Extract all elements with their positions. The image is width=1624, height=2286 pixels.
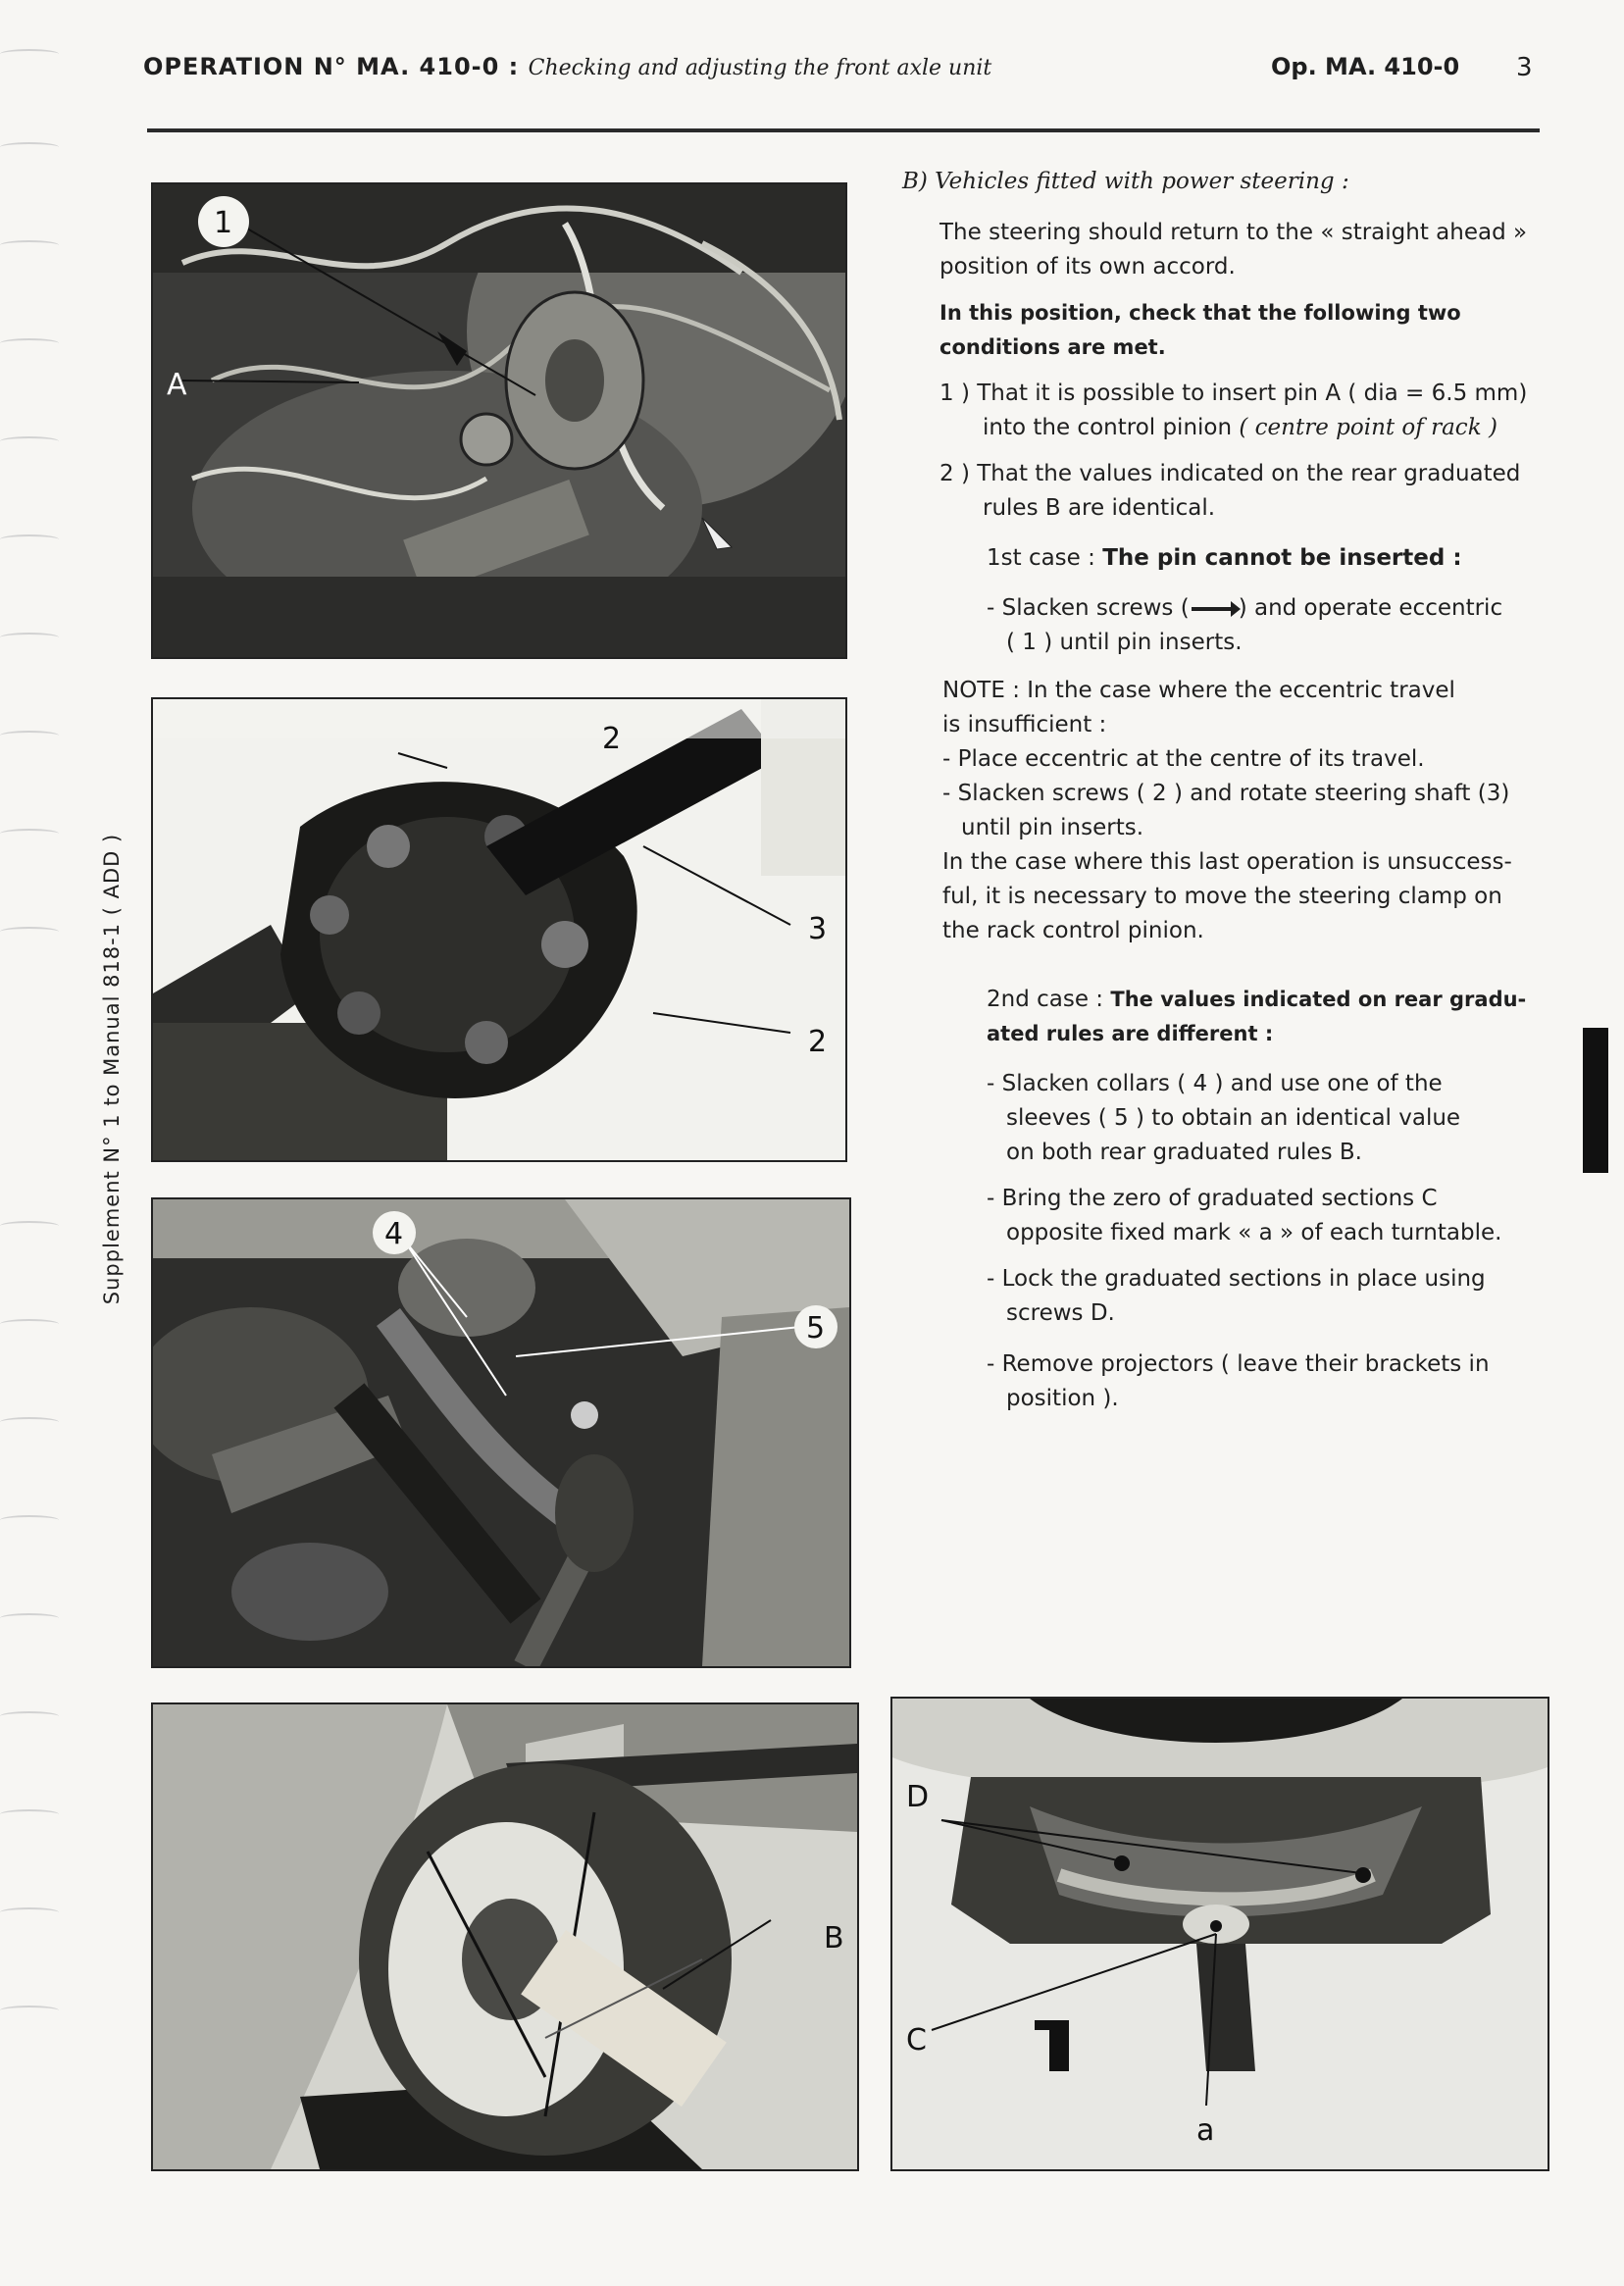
- operation-subtitle: Checking and adjusting the front axle unit: [528, 56, 992, 80]
- step-2-line-1: - Bring the zero of graduated sections C: [987, 1186, 1438, 1211]
- case-1-label: 1st case :: [987, 545, 1095, 571]
- operation-reference: Op. MA. 410-0: [1271, 53, 1460, 80]
- binding-mark: [0, 142, 59, 152]
- photo3-label-4: 4: [384, 1217, 404, 1251]
- photo2-label-2-top: 2: [602, 722, 622, 756]
- step-1-line-1: - Slacken collars ( 4 ) and use one of the: [987, 1071, 1443, 1096]
- note-line-6: In the case where this last operation is unsuccess-: [942, 849, 1512, 875]
- photo5-label-a: a: [1196, 2113, 1215, 2148]
- binding-mark: [0, 1515, 59, 1525]
- condition-1-line-2: [983, 411, 1497, 445]
- binding-mark: [0, 1907, 59, 1917]
- page-header-operation: [143, 53, 991, 80]
- condition-2-line-2: rules B are identical.: [983, 495, 1216, 521]
- photo-collars-sleeves: [151, 1197, 851, 1668]
- binding-mark: [0, 1809, 59, 1819]
- step-3-line-2: screws D.: [1006, 1300, 1115, 1326]
- condition-1-line-1: 1 ) That it is possible to insert pin A ( dia = 6.5 mm): [939, 381, 1528, 406]
- case-1-step-text-2: ) and operate eccentric: [1238, 595, 1503, 621]
- section-b-heading: B) Vehicles fitted with power steering :: [902, 169, 1349, 194]
- supplement-side-text: Supplement N° 1 to Manual 818-1 ( ADD ): [100, 833, 124, 1305]
- case-1-title: The pin cannot be inserted :: [1102, 545, 1462, 571]
- case-2-title-line-2: ated rules are different :: [987, 1022, 1274, 1045]
- binding-mark: [0, 1417, 59, 1427]
- photo-turntable-graduated-section: [890, 1697, 1549, 2171]
- binding-mark: [0, 829, 59, 838]
- photo-rear-graduated-rule: [151, 1702, 859, 2171]
- condition-1-note: ( centre point of rack ): [1239, 415, 1497, 440]
- check-line-1: In this position, check that the following two: [939, 301, 1461, 325]
- step-1-line-3: on both rear graduated rules B.: [1006, 1140, 1362, 1165]
- arrow-right-icon: [1192, 607, 1237, 611]
- case-1-heading: [987, 541, 1462, 576]
- note-line-8: the rack control pinion.: [942, 918, 1204, 943]
- note-line-3: - Place eccentric at the centre of its travel.: [942, 746, 1425, 772]
- binding-mark: [0, 731, 59, 740]
- header-rule: [147, 128, 1540, 132]
- check-line-2: conditions are met.: [939, 335, 1166, 359]
- note-line-2: is insufficient :: [942, 712, 1107, 737]
- binding-mark: [0, 1221, 59, 1231]
- step-2-line-2: opposite fixed mark « a » of each turntable.: [1006, 1220, 1502, 1245]
- photo2-label-3: 3: [808, 912, 828, 946]
- case-2-label: 2nd case :: [987, 987, 1104, 1012]
- binding-mark: [0, 534, 59, 544]
- binding-mark: [0, 1319, 59, 1329]
- case-1-step-line-1: [987, 591, 1502, 626]
- photo1-label-1: 1: [214, 206, 233, 240]
- binding-mark: [0, 1711, 59, 1721]
- step-1-line-2: sleeves ( 5 ) to obtain an identical value: [1006, 1105, 1461, 1131]
- binding-mark: [0, 1613, 59, 1623]
- photo5-label-c: C: [906, 2023, 927, 2057]
- intro-line-2: position of its own accord.: [939, 254, 1236, 279]
- photo1-label-a: A: [167, 368, 187, 402]
- case-2-title: The values indicated on rear gradu-: [1110, 988, 1527, 1011]
- binding-mark: [0, 338, 59, 348]
- photo-steering-shaft-coupling: [151, 697, 847, 1162]
- binding-mark: [0, 49, 59, 59]
- photo3-label-5: 5: [806, 1311, 826, 1346]
- binding-mark: [0, 927, 59, 937]
- binding-mark: [0, 436, 59, 446]
- case-1-step-line-2: ( 1 ) until pin inserts.: [1006, 630, 1243, 655]
- case-2-heading: [987, 983, 1526, 1017]
- binding-mark: [0, 633, 59, 642]
- intro-line-1: The steering should return to the « straight ahead »: [939, 220, 1528, 245]
- operation-number: OPERATION N° MA. 410-0 :: [143, 53, 520, 80]
- page-number: 3: [1516, 53, 1533, 82]
- case-1-step-text: - Slacken screws (: [987, 595, 1190, 621]
- note-line-7: ful, it is necessary to move the steering clamp on: [942, 884, 1502, 909]
- binding-mark: [0, 240, 59, 250]
- binding-mark: [0, 2006, 59, 2015]
- step-4-line-2: position ).: [1006, 1386, 1119, 1411]
- photo-steering-eccentric: [151, 182, 847, 659]
- step-4-line-1: - Remove projectors ( leave their brackets in: [987, 1351, 1490, 1377]
- photo5-label-d: D: [906, 1780, 930, 1814]
- step-3-line-1: - Lock the graduated sections in place using: [987, 1266, 1486, 1292]
- condition-2-line-1: 2 ) That the values indicated on the rear graduated: [939, 461, 1521, 486]
- note-line-1: NOTE : In the case where the eccentric travel: [942, 678, 1455, 703]
- note-line-5: until pin inserts.: [961, 815, 1144, 840]
- condition-1-text: into the control pinion: [983, 415, 1233, 440]
- photo2-label-2-bottom: 2: [808, 1025, 828, 1059]
- photo4-label-b: B: [824, 1921, 844, 1956]
- section-tab-marker: [1583, 1028, 1608, 1173]
- note-line-4: - Slacken screws ( 2 ) and rotate steering shaft (3): [942, 781, 1510, 806]
